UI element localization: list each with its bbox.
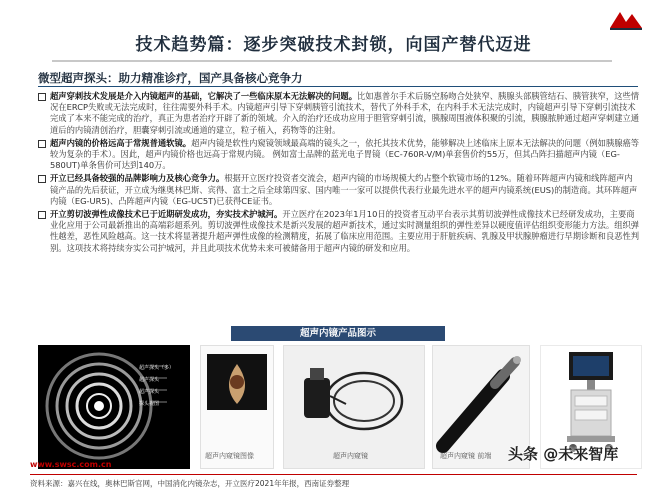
bullet-item	[38, 209, 640, 254]
gallery-caption: 超声内窥镜图像	[205, 452, 254, 460]
probe-label: 超声探头（多）	[139, 365, 175, 371]
source-note: 资料来源：嘉兴在线，奥林巴斯官网，中国消化内镜杂志，开立医疗2021年年报，西南证券整理	[30, 479, 350, 488]
checkbox-bullet-icon	[38, 211, 46, 219]
gallery-caption: 超声内窥镜 前端	[440, 452, 492, 460]
probe-label: 超声探头	[139, 389, 160, 395]
subtitle-divider	[38, 86, 638, 87]
bullet-lead: 开立剪切波弹性成像技术已于近期研发成功，夯实技术护城河。	[50, 209, 283, 220]
page-title: 技术趋势篇：逐步突破技术封锁，向国产替代迈进	[135, 35, 532, 55]
probe-label: 超声探头	[139, 377, 160, 383]
checkbox-bullet-icon	[38, 175, 46, 183]
monitor-graphic	[201, 346, 273, 468]
bullet-list	[38, 91, 640, 256]
bullet-lead: 超声穿刺技术发展是介入内镜超声的基础，它解决了一些临床原本无法解决的问题。	[50, 91, 357, 101]
section-subtitle: 微型超声探头：助力精准诊疗，国产具备核心竞争力	[38, 71, 303, 85]
bullet-item	[38, 173, 640, 207]
bullet-body: 超声内镜是软性内窥镜领域最高端的镜头之一，依托其技术优势，能够解决上述临床上原本无法解决的问题（例如胰腺癌等较为复杂的手术）。因此，超声内镜价格也远高于常规内镜。 例如富士品牌的蓝光电子胃镜（EC-760R-V/M)单套售价约55万，但其凸阵扫描超声内镜（EG-580UT)单条售价可达到140万。	[50, 137, 640, 171]
checkbox-bullet-icon	[38, 93, 46, 101]
gallery-banner: 超声内镜产品图示	[231, 326, 445, 341]
title-divider	[52, 60, 612, 62]
bullet-item	[38, 138, 640, 172]
bullet-body: 比如惠普尔手术后肠空肠吻合处狭窄、胰腺头部胰管结石、胰管狭窄，这些情况在ERCP失败或无法完成时，往往需要外科手术。内镜超声引导下穿刺胰管引流技术，替代了外科手术，在内科手术无法完成时，内镜超声引导下穿刺引流技术完成了本来不能完成的治疗，真正为患者治疗开辟了新的领域。介入的治疗还成功应用于胆管穿刺引流，胰腺周围液体积聚的引流，胰腺脓肿通过超声穿刺建立通道后的内镜清创治疗，胆囊穿刺引流或通道的建立，粒子植入，药物等的注射。	[50, 91, 640, 135]
footer-divider	[30, 474, 637, 475]
brand-logo-icon	[606, 8, 646, 32]
bullet-lead: 超声内镜的价格远高于常规普通软镜。	[50, 137, 192, 148]
checkbox-bullet-icon	[38, 140, 46, 148]
gallery-caption: 超声内窥镜	[333, 452, 368, 460]
ultrasound-image	[38, 345, 190, 469]
endoscope-coil-graphic	[284, 346, 424, 468]
bullet-body: 根据开立医疗投资者交流会，超声内镜的市场规模大约占整个软镜市场的12%。随着环阵超声内镜和线阵超声内镜产品的先后获证，开立成为继奥林巴斯、宾得、富士之后全球第四家、国内唯一一家可以提供代表行业最先进水平的超声内镜系统(EUS)的制造商。其环阵超声内镜（EG-UR5)、凸阵超声内镜（EG-UC5T)已获得CE证书。	[50, 173, 638, 206]
bullet-body: 开立医疗在2023年1月10日的投资者互动平台表示其剪切波弹性成像技术已经研发成功，主要商业化应用于公司最新推出的高端彩超系列。剪切波弹性成像技术是新兴发展的超声新技术，通过实时测量组织的弹性差异以硬度值评估组织变形能力方法。组织弹性越差，恶性风险越高。这一技术将显著提升超声弹性成像的检测精度，拓展了临床应用范围。主要应用于肝脏疾病、乳腺及甲状腺肿瘤进行早期诊断和良恶性判别。这项技术将持续夯实公司护城河，并且此项技术优势未来可被储备用于超声内镜的研发和应用。	[50, 209, 640, 253]
bullet-lead: 开立已经具备较强的品牌影响力及核心竞争力。	[50, 173, 225, 184]
probe-label: 探头视图	[139, 401, 160, 407]
footer-website: www.swsc.com.cn	[30, 460, 112, 469]
bullet-item	[38, 91, 640, 136]
watermark-text: 头条 @未来智库	[508, 445, 619, 463]
